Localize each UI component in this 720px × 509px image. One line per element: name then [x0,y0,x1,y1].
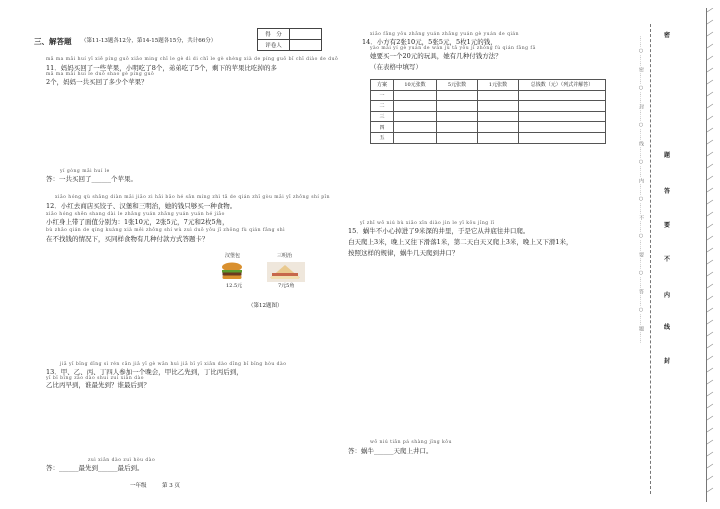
q14-pinyin-2: yào mǎi yí gè yuán de wán jù tā yǒu jǐ zhǒng fù qián fāng fǎ [370,46,536,51]
q13-line-1: 13．甲、乙、丙、丁四人参加一个晚会，甲比乙先到，丁比丙后到， [46,368,243,376]
table-row [371,101,606,112]
table-cell[interactable] [519,122,606,133]
q14-pinyin-1: xiǎo fāng yǒu zhāng yuán zhāng yuán gè yuán de qián [370,32,519,37]
q13-pinyin-1: jiǎ yǐ bǐng dīng sì rén cān jiā yī gè wǎn huì jiǎ bǐ yǐ xiān dào dīng bǐ bǐng hòu dào [60,362,287,367]
table-cell[interactable] [519,101,606,112]
seal-char: 要 [664,222,671,229]
q15-answer-pinyin: wō niú tiān pá shàng jǐng kǒu [370,440,452,445]
q11-pinyin-1: mā ma mǎi huí yī xiē píng guǒ xiǎo ming chī le gè dì di chī le gè shèng xià de píng guǒ bǐ chī diào de duō [46,57,339,62]
q12-line-1: 12．小红去商店买饺子、汉堡和三明治，她的钱只够买一种食物。 [46,202,237,210]
table-header: 10元张数 [394,80,437,91]
score-box [257,28,322,51]
seal-char: 密 [664,32,671,39]
binding-dotted-text: ……○……密……○……封……○……线……○……内……○……不……○……要……○……答……○……题…… [638,36,644,344]
score-label: 得 分 [258,29,290,40]
table-header-row [371,80,606,91]
grader-label: 评卷人 [258,40,290,51]
burger-image [221,262,243,280]
table-header: 1元张数 [478,80,519,91]
seal-char: 封 [664,358,671,365]
table-row [371,122,606,133]
q15-pinyin-1: yī zhī wō niú bù xiǎo xīn diào jìn le yī kǒu jǐng lǐ [360,221,495,226]
q11-line-2: 2个，妈妈一共买回了多少个苹果？ [46,78,148,86]
section-note: （第11-13题各12分，第14-15题各15分，共计66分） [81,38,217,44]
seal-char: 内 [664,292,671,299]
grader-cell[interactable] [290,40,322,51]
table-header: 5元张数 [437,80,478,91]
table-header: 总钱数（元）（列式并解答） [519,80,606,91]
table-cell[interactable] [478,132,519,143]
table-cell[interactable] [478,101,519,112]
table-cell[interactable] [394,101,437,112]
table-cell[interactable] [394,132,437,143]
table-cell[interactable] [519,111,606,122]
q11-line-1: 11．妈妈买回了一些苹果，小明吃了8个，弟弟吃了5个，剩下的苹果比吃掉的多 [46,64,278,72]
q14-line-1: 14．小方有2张10元，5张5元，5枚1元的钱， [362,38,497,46]
q11-answer[interactable]: 答：一共买回了______个苹果。 [46,175,137,183]
table-cell[interactable] [394,122,437,133]
q11-answer-pinyin: yí gòng mǎi huí le [60,169,110,174]
q12-pinyin-2: xiǎo hóng shēn shang dài le zhāng yuán zhāng yuán yuán hé jiǎo [46,212,225,217]
q14-line-3: （在表格中填写） [370,63,422,71]
seal-char: 线 [664,324,671,331]
table-cell[interactable] [437,122,478,133]
figure-caption: （第12题图） [248,303,283,309]
row-label: 二 [371,101,394,112]
seal-char: 题 [664,152,671,159]
table-cell[interactable] [437,101,478,112]
footer-grade: 一年级 [130,483,147,489]
table-cell[interactable] [437,111,478,122]
q13-answer-pinyin: zuì xiān dào zuì hòu dào [88,458,156,463]
figure-label-burger: 汉堡包 [225,253,241,259]
table-row [371,90,606,101]
q13-line-2: 乙比丙早到，谁最先到？谁最后到？ [46,381,150,389]
q13-answer[interactable]: 答：______最先到______最后到。 [46,464,144,472]
row-label: 四 [371,122,394,133]
q12-pinyin-3: bù zhǎo qián de qíng kuàng xià měi zhǒng shí wù zuì duō yǒu jǐ zhǒng fù qián fāng shì [46,228,286,233]
q15-line-1: 15．蜗牛不小心掉进了9米深的井里，于是它从井底往井口爬。 [348,227,530,235]
figure-label-sandwich: 三明治 [277,253,293,259]
table-cell[interactable] [519,90,606,101]
table-cell[interactable] [437,132,478,143]
figure-price-sandwich: 7元5角 [278,283,295,289]
table-cell[interactable] [519,132,606,143]
binding-line [650,24,651,494]
table-header: 方案 [371,80,394,91]
q13-pinyin-2: yǐ bǐ bǐng zǎo dào shuí zuì xiān dào [46,376,144,381]
q12-line-2: 小红身上带了面值分别为：1张10元，2张5元，7元和2枚5角， [46,218,229,226]
q12-pinyin-1: xiǎo hóng qù shāng diàn mǎi jiǎo zi hǎi bǎo hé sān míng zhì tā de qián zhǐ gòu mǎi yī zhǒng shí pǐn [55,195,330,200]
footer-page: 第 3 页 [162,483,180,489]
table-row [371,111,606,122]
sandwich-image [267,262,305,282]
seal-char: 不 [664,256,671,263]
payment-table [370,79,606,144]
q14-line-2: 她要买一个20元的玩具，她有几种付钱方法？ [370,52,502,60]
section-title: 三、解答题 [34,37,72,46]
table-row [371,132,606,143]
q15-answer[interactable]: 答：蜗牛______天爬上井口。 [348,447,433,455]
table-cell[interactable] [478,111,519,122]
row-label: 一 [371,90,394,101]
q11-pinyin-2: mā ma mǎi huí le duō shao gè píng guǒ [46,72,155,77]
binding-hatch [706,8,718,502]
score-cell[interactable] [290,29,322,40]
row-label: 三 [371,111,394,122]
table-cell[interactable] [437,90,478,101]
table-cell[interactable] [478,122,519,133]
table-cell[interactable] [478,90,519,101]
figure-price-burger: 12.5元 [226,283,243,289]
table-cell[interactable] [394,111,437,122]
q15-line-2: 白天爬上3米，晚上又往下滑落1米，第二天白天又爬上3米，晚上又下滑1米， [348,238,573,246]
row-label: 五 [371,132,394,143]
table-cell[interactable] [394,90,437,101]
q15-line-3: 按照这样的规律，蜗牛几天爬到井口？ [348,249,459,257]
q12-line-3: 在不找钱的情况下，买同样食物有几种付款方式答题卡？ [46,235,209,243]
seal-char: 答 [664,188,671,195]
